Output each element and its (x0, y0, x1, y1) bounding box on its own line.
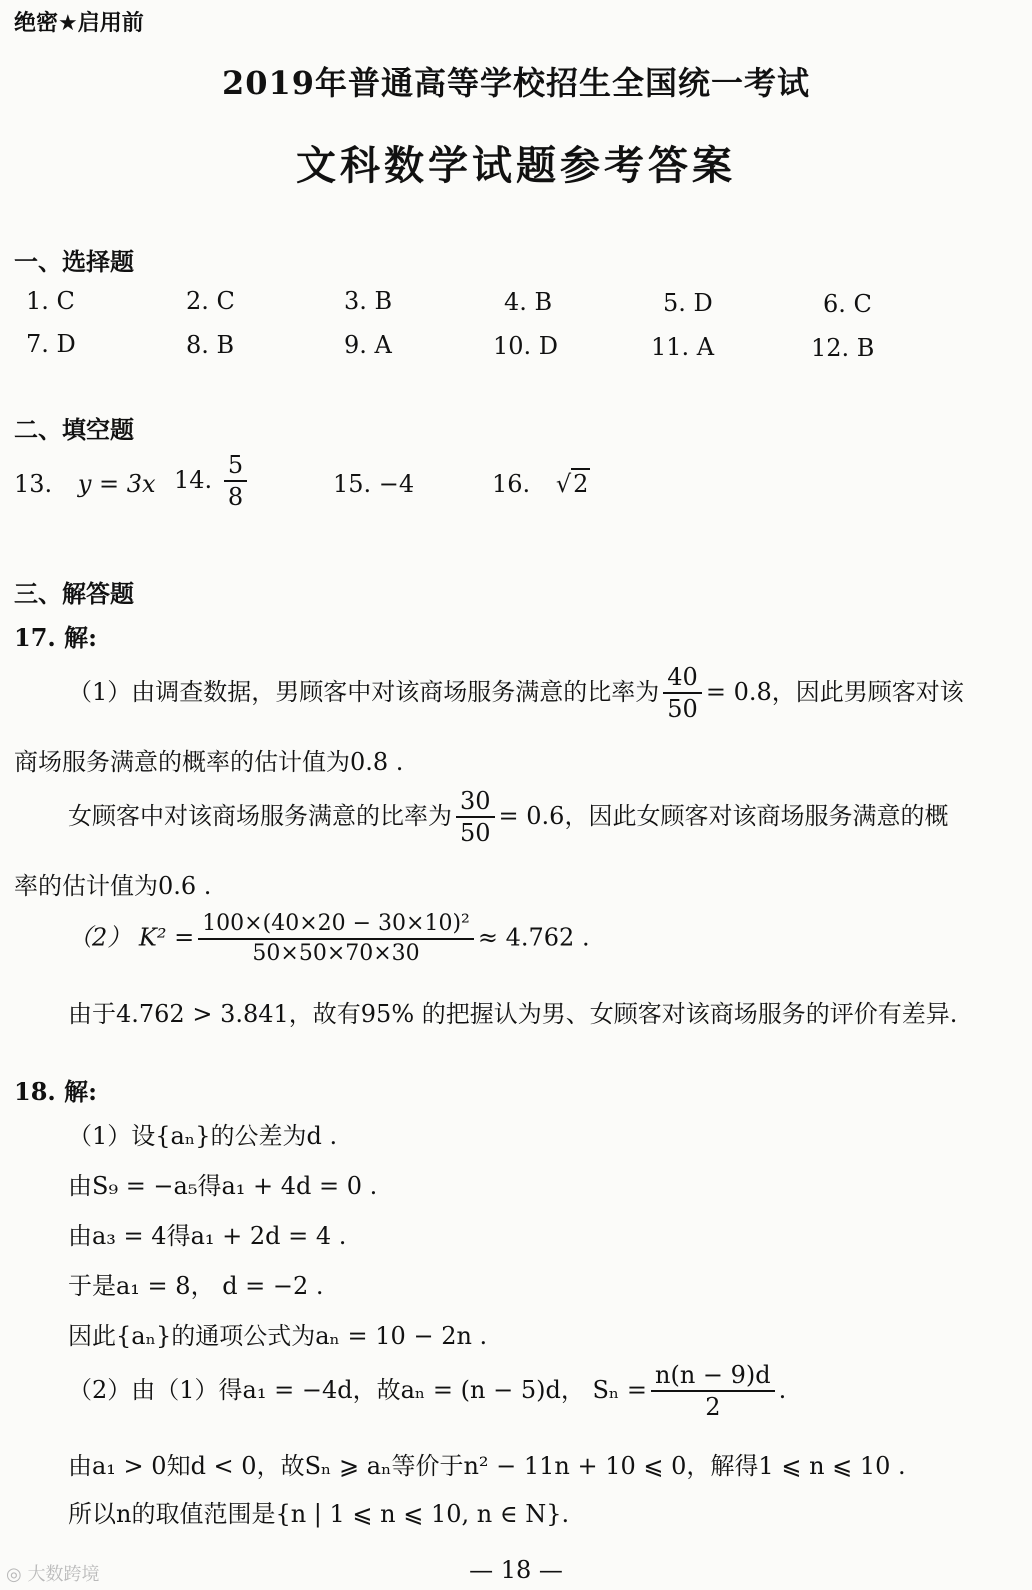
choice-answer: 5. D (663, 289, 713, 317)
p17-line6: 由于4.762 > 3.841，故有95% 的把握认为男、女顾客对该商场服务的评价有差异. (68, 1000, 958, 1028)
p18-line8: 所以n的取值范围是{n | 1 ⩽ n ⩽ 10, n ∈ N}. (68, 1500, 570, 1528)
fraction-denominator: 50 (460, 819, 491, 848)
text: = 0.6，因此女顾客对该商场服务满意的概 (498, 801, 949, 830)
text: ≈ 4.762 . (477, 923, 590, 952)
p18-line4: 于是a₁ = 8， d = −2 . (68, 1272, 324, 1300)
p17-line2: 商场服务满意的概率的估计值为0.8 . (14, 748, 404, 776)
watermark-icon: ◎ (6, 1564, 22, 1585)
question-number: 13. (14, 470, 53, 498)
fraction-denominator: 50 (667, 695, 698, 724)
choice-answer: 8. B (186, 331, 235, 359)
fraction-numerator: 40 (663, 664, 702, 694)
fraction-denominator: 8 (227, 483, 244, 512)
fraction-numerator: 100×(40×20 − 30×10)² (198, 912, 474, 940)
secret-label: 绝密★启用前 (14, 11, 144, 36)
p18-line2: 由S₉ = −a₅得a₁ + 4d = 0 . (68, 1172, 378, 1200)
p17-line3 (68, 788, 948, 847)
choice-answer: 11. A (651, 333, 715, 361)
fraction-denominator: 2 (705, 1393, 721, 1422)
p17-line4: 率的估计值为0.6 . (14, 872, 212, 900)
choice-answer: 2. C (186, 287, 235, 315)
p18-line1: （1）设{aₙ}的公差为d . (68, 1122, 338, 1150)
fraction-numerator: n(n − 9)d (651, 1362, 775, 1392)
p17-line5 (68, 912, 590, 966)
problem-17-label: 17. 解: (14, 623, 97, 652)
p18-line3: 由a₃ = 4得a₁ + 2d = 4 . (68, 1222, 347, 1250)
text: . (778, 1375, 787, 1404)
text: （2） K² = (68, 923, 195, 952)
choice-answer: 10. D (493, 332, 559, 360)
choice-answer: 1. C (26, 287, 75, 315)
text: = 0.8，因此男顾客对该 (705, 677, 964, 706)
fraction-numerator: 30 (456, 788, 495, 818)
p17-line1 (68, 664, 964, 723)
answer-key-title: 文科数学试题参考答案 (296, 143, 736, 189)
question-number: 14. (174, 465, 213, 494)
fraction (198, 912, 474, 966)
watermark-text: 大数跨境 (27, 1564, 100, 1585)
p18-line7: 由a₁ > 0知d < 0，故Sₙ ⩾ aₙ等价于n² − 11n + 10 ⩽ 0，解得1 ⩽ n ⩽ 10 . (68, 1452, 906, 1480)
fraction-denominator: 50×50×70×30 (252, 941, 420, 967)
choice-answer: 7. D (26, 330, 76, 358)
exam-title: 2019年普通高等学校招生全国统一考试 (221, 64, 811, 102)
fill-answer-13 (14, 470, 156, 498)
p18-line6 (68, 1362, 786, 1421)
fraction-numerator: 5 (224, 452, 247, 482)
problem-18-label: 18. 解: (14, 1077, 97, 1106)
text: （2）由（1）得a₁ = −4d，故aₙ = (n − 5)d， Sₙ = (68, 1375, 648, 1404)
choice-answer: 12. B (811, 334, 875, 362)
question-number: 16. (492, 470, 531, 498)
text: 女顾客中对该商场服务满意的比率为 (68, 801, 452, 830)
section-solution-heading: 三、解答题 (14, 580, 134, 608)
text: （1）由调查数据，男顾客中对该商场服务满意的比率为 (68, 677, 660, 706)
choice-answer: 6. C (823, 290, 872, 318)
fill-answer-14 (174, 452, 251, 511)
section-fill-heading: 二、填空题 (14, 416, 134, 444)
radical-sign: √ (555, 470, 572, 498)
section-choice-heading: 一、选择题 (14, 248, 134, 276)
fill-answer-15: 15. −4 (333, 470, 415, 498)
p18-line5: 因此{aₙ}的通项公式为aₙ = 10 − 2n . (68, 1322, 488, 1350)
choice-answer: 4. B (504, 288, 553, 316)
fill-answer-16 (492, 470, 590, 498)
fraction (651, 1362, 775, 1421)
sqrt-expression (556, 470, 591, 498)
choice-answer: 9. A (344, 331, 392, 359)
fraction (224, 452, 247, 511)
fraction (663, 664, 702, 723)
radicand: 2 (573, 470, 589, 498)
choice-answer: 3. B (344, 287, 393, 315)
fraction (456, 788, 495, 847)
page-number: — 18 — (469, 1556, 563, 1584)
answer-expression: y = 3x (77, 470, 156, 498)
